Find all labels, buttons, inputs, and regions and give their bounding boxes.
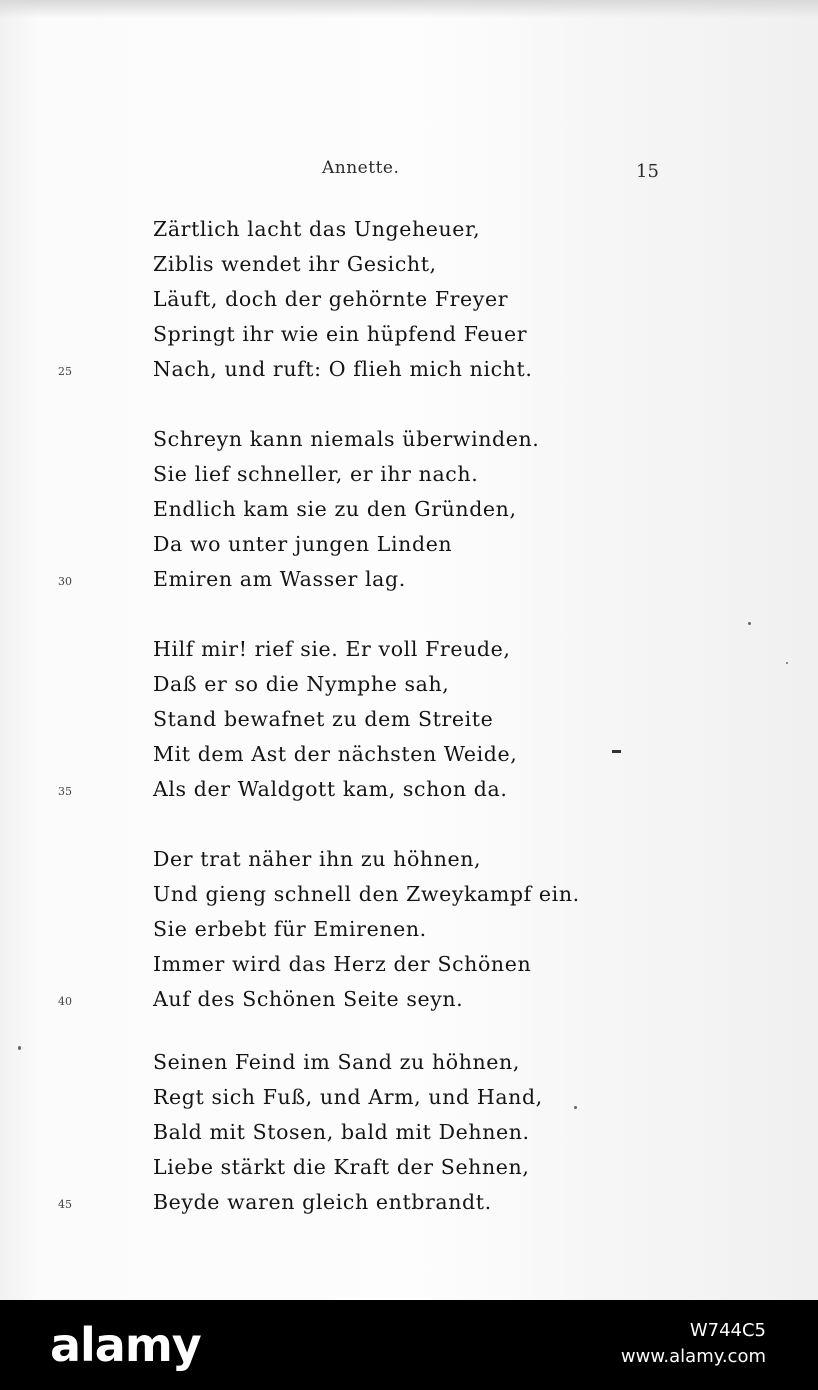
verse-line: Daß er so die Nymphe sah, bbox=[153, 672, 450, 696]
stray-mark bbox=[612, 750, 621, 753]
paper-speck bbox=[786, 662, 788, 664]
verse-line: Auf des Schönen Seite seyn. bbox=[153, 987, 464, 1011]
verse-line: Beyde waren gleich entbrandt. bbox=[153, 1190, 492, 1214]
verse-line: Stand bewafnet zu dem Streite bbox=[153, 707, 494, 731]
verse-line: Der trat näher ihn zu höhnen, bbox=[153, 847, 482, 871]
verse-line: Regt sich Fuß, und Arm, und Hand, bbox=[153, 1085, 543, 1109]
verse-line: Endlich kam sie zu den Gründen, bbox=[153, 497, 517, 521]
image-id: W744C5 bbox=[689, 1320, 766, 1341]
watermark-url: www.alamy.com bbox=[620, 1346, 766, 1367]
alamy-logo: alamy bbox=[50, 1318, 201, 1372]
verse-line: Als der Waldgott kam, schon da. bbox=[153, 777, 508, 801]
verse-line: Mit dem Ast der nächsten Weide, bbox=[153, 742, 518, 766]
verse-line: Liebe stärkt die Kraft der Sehnen, bbox=[153, 1155, 530, 1179]
running-title: Annette. bbox=[322, 158, 400, 178]
verse-line: Und gieng schnell den Zweykampf ein. bbox=[153, 882, 580, 906]
paper-speck bbox=[18, 1046, 21, 1050]
verse-line: Schreyn kann niemals überwinden. bbox=[153, 427, 540, 451]
line-number: 40 bbox=[58, 995, 72, 1008]
verse-line: Emiren am Wasser lag. bbox=[153, 567, 406, 591]
verse-line: Hilf mir! rief sie. Er voll Freude, bbox=[153, 637, 511, 661]
verse-line: Läuft, doch der gehörnte Freyer bbox=[153, 287, 509, 311]
verse-line: Zärtlich lacht das Ungeheuer, bbox=[153, 217, 481, 241]
verse-line: Ziblis wendet ihr Gesicht, bbox=[153, 252, 437, 276]
verse-line: Sie lief schneller, er ihr nach. bbox=[153, 462, 479, 486]
verse-line: Immer wird das Herz der Schönen bbox=[153, 952, 532, 976]
verse-line: Bald mit Stosen, bald mit Dehnen. bbox=[153, 1120, 530, 1144]
line-number: 25 bbox=[58, 365, 72, 378]
line-number: 30 bbox=[58, 575, 72, 588]
verse-line: Seinen Feind im Sand zu höhnen, bbox=[153, 1050, 520, 1074]
verse-line: Da wo unter jungen Linden bbox=[153, 532, 453, 556]
line-number: 35 bbox=[58, 785, 72, 798]
verse-line: Sie erbebt für Emirenen. bbox=[153, 917, 427, 941]
paper-speck bbox=[574, 1106, 577, 1109]
verse-line: Springt ihr wie ein hüpfend Feuer bbox=[153, 322, 528, 346]
line-number: 45 bbox=[58, 1198, 72, 1211]
paper-speck bbox=[748, 622, 751, 625]
page-number: 15 bbox=[636, 161, 659, 182]
verse-line: Nach, und ruft: O flieh mich nicht. bbox=[153, 357, 533, 381]
